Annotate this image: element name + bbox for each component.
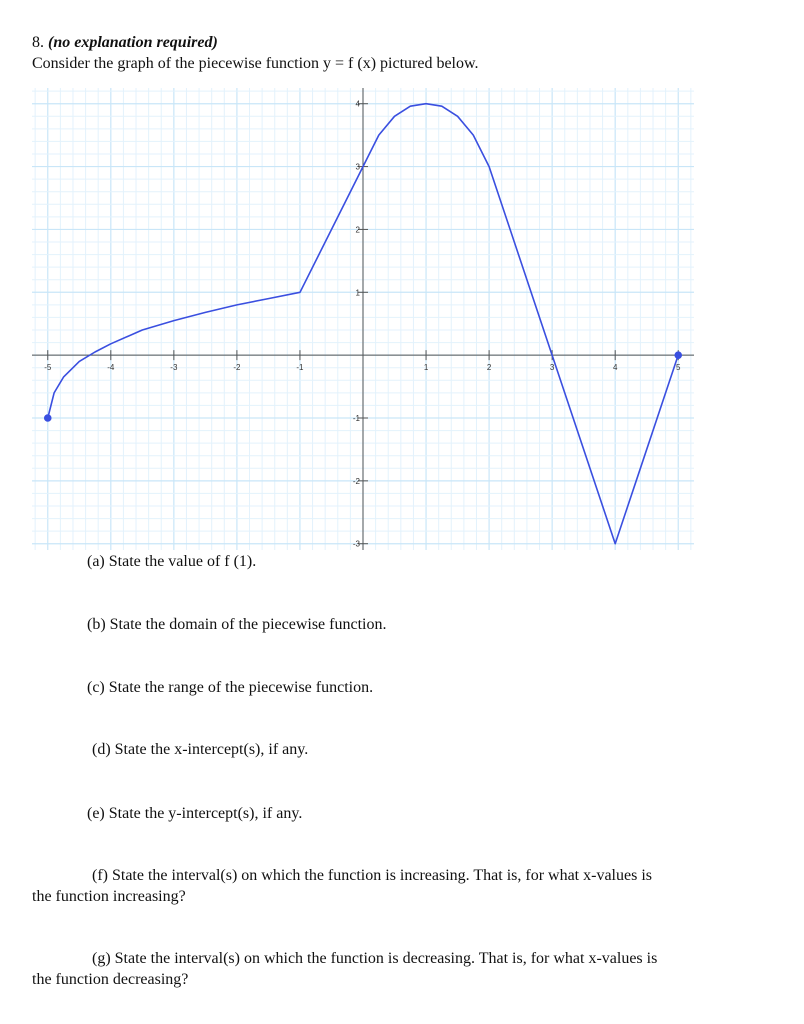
question-a: (a) State the value of f (1).	[87, 553, 257, 570]
problem-number: 8.	[32, 34, 44, 51]
y-tick-label: -2	[352, 476, 360, 486]
x-tick-label: -5	[44, 363, 52, 373]
x-tick-label: -4	[107, 363, 115, 373]
y-tick-label: -1	[352, 414, 360, 423]
question-f-line1: (f) State the interval(s) on which the function is increasing. That is, for what x-values is	[92, 867, 652, 884]
y-tick-label: 1	[355, 288, 360, 298]
x-tick-label: 4	[612, 363, 618, 373]
x-tick-label: -3	[170, 363, 178, 373]
endpoint-dot	[45, 415, 51, 421]
x-tick-label: -2	[233, 363, 241, 373]
y-tick-label: 2	[355, 225, 360, 235]
question-b: (b) State the domain of the piecewise function.	[87, 616, 387, 633]
question-f-line2: the function increasing?	[32, 888, 186, 905]
question-g-line2: the function decreasing?	[32, 971, 189, 988]
y-tick-label: 3	[355, 162, 360, 172]
question-g-line1: (g) State the interval(s) on which the function is decreasing. That is, for what x-values is	[92, 950, 658, 967]
x-tick-label: 2	[486, 363, 492, 373]
question-d: (d) State the x-intercept(s), if any.	[92, 741, 309, 758]
problem-note: (no explanation required)	[48, 34, 218, 51]
question-e: (e) State the y-intercept(s), if any.	[87, 805, 303, 822]
y-tick-label: -3	[352, 539, 360, 549]
y-tick-label: 4	[355, 99, 360, 109]
question-c: (c) State the range of the piecewise function.	[87, 679, 374, 696]
problem-prompt: Consider the graph of the piecewise function y = f (x) pictured below.	[32, 55, 479, 72]
x-tick-label: -1	[296, 363, 304, 373]
x-tick-label: 5	[676, 363, 681, 373]
x-tick-label: 1	[423, 363, 429, 373]
endpoint-dot	[675, 352, 681, 358]
x-tick-label: 3	[549, 363, 555, 373]
